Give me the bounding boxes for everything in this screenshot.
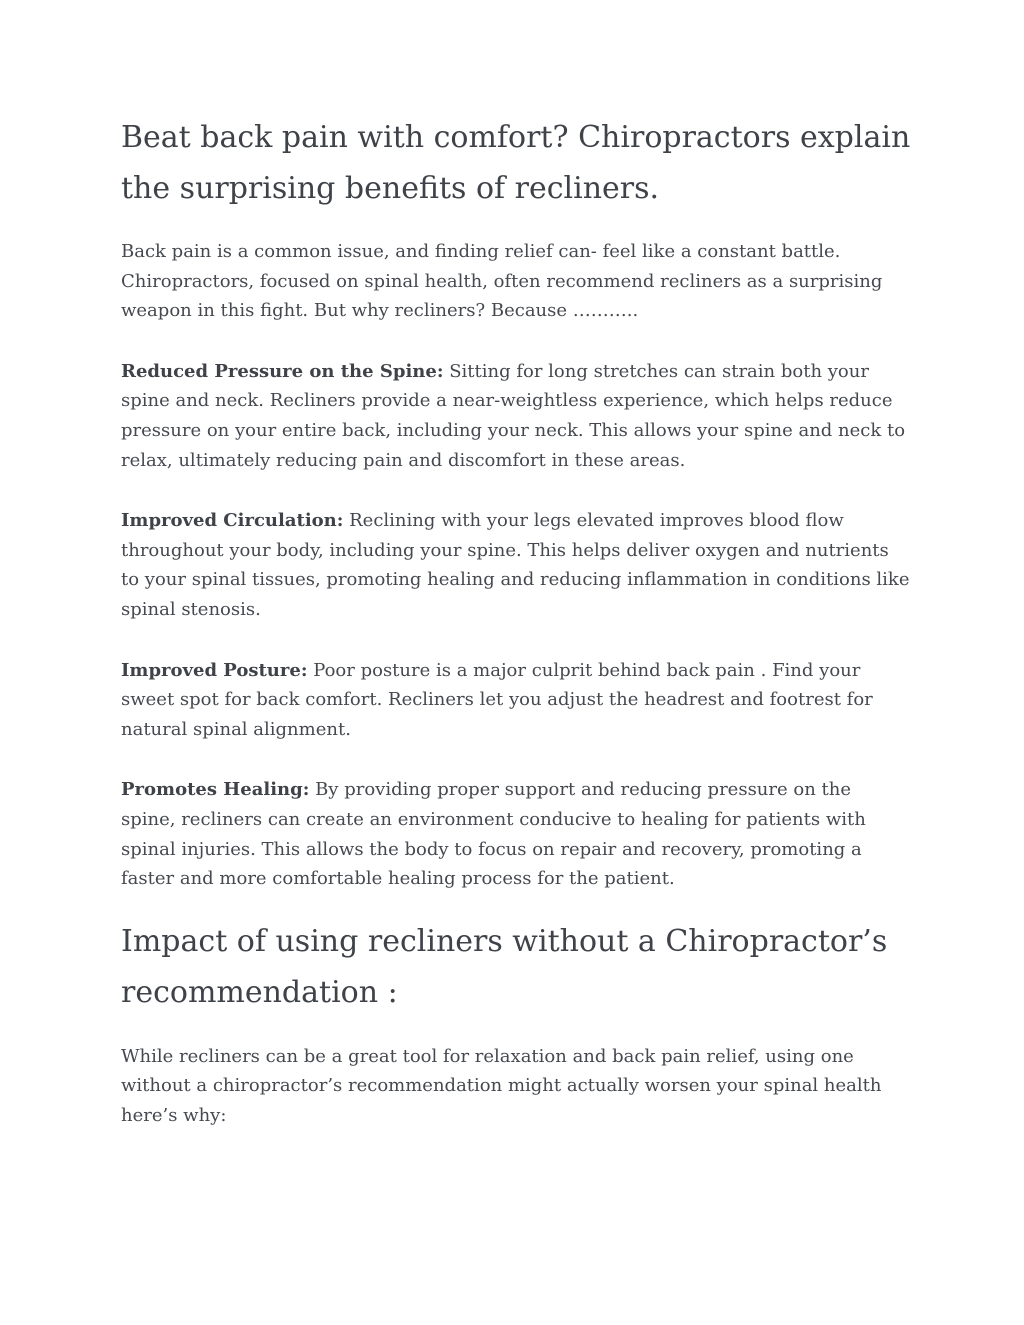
document-page: [121, 112, 911, 1130]
benefit-paragraph-spine: [121, 357, 911, 475]
section-paragraph: While recliners can be a great tool for relaxation and back pain relief, using one without a chiropractor’s recommendation might actually worsen your spinal health here’s why:: [121, 1045, 882, 1126]
benefit-heading: Promotes Healing:: [121, 779, 310, 801]
benefit-text: Poor posture is a major culprit behind back pain . Find your sweet spot for back comfort. Recliners let you adjust the headrest and footrest for natural spinal alignment.: [121, 659, 873, 740]
benefit-paragraph-circulation: [121, 506, 911, 624]
benefit-heading: Reduced Pressure on the Spine:: [121, 360, 444, 382]
benefit-paragraph-healing: [121, 775, 911, 893]
benefit-heading: Improved Posture:: [121, 659, 308, 681]
benefit-text: Sitting for long stretches can strain both your spine and neck. Recliners provide a near-weightless experience, which helps reduce pressure on your entire back, including your neck. This allows your spine and neck to relax, ultimately reducing pain and discomfort in these areas.: [121, 360, 906, 471]
intro-paragraph: Back pain is a common issue, and finding relief can- feel like a constant battle. Chiropractors, focused on spinal health, often recommend recliners as a surprising weapon in this fight. But why recliners? Because ………..: [121, 241, 883, 322]
benefit-paragraph-posture: [121, 656, 911, 745]
benefit-text: Reclining with your legs elevated improves blood flow throughout your body, including your spine. This helps deliver oxygen and nutrients to your spinal tissues, promoting healing and reducing inflammation in conditions like spinal stenosis.: [121, 510, 910, 620]
page-title: Beat back pain with comfort? Chiropractors explain the surprising benefits of recliners.: [121, 120, 911, 206]
benefit-heading: Improved Circulation:: [121, 510, 344, 532]
benefit-text: By providing proper support and reducing pressure on the spine, recliners can create an environment conducive to healing for patients with spinal injuries. This allows the body to focus on repair and recovery, promoting a faster and more comfortable healing process for the patient.: [121, 779, 866, 890]
section-heading: Impact of using recliners without a Chiropractor’s recommendation :: [121, 923, 888, 1010]
